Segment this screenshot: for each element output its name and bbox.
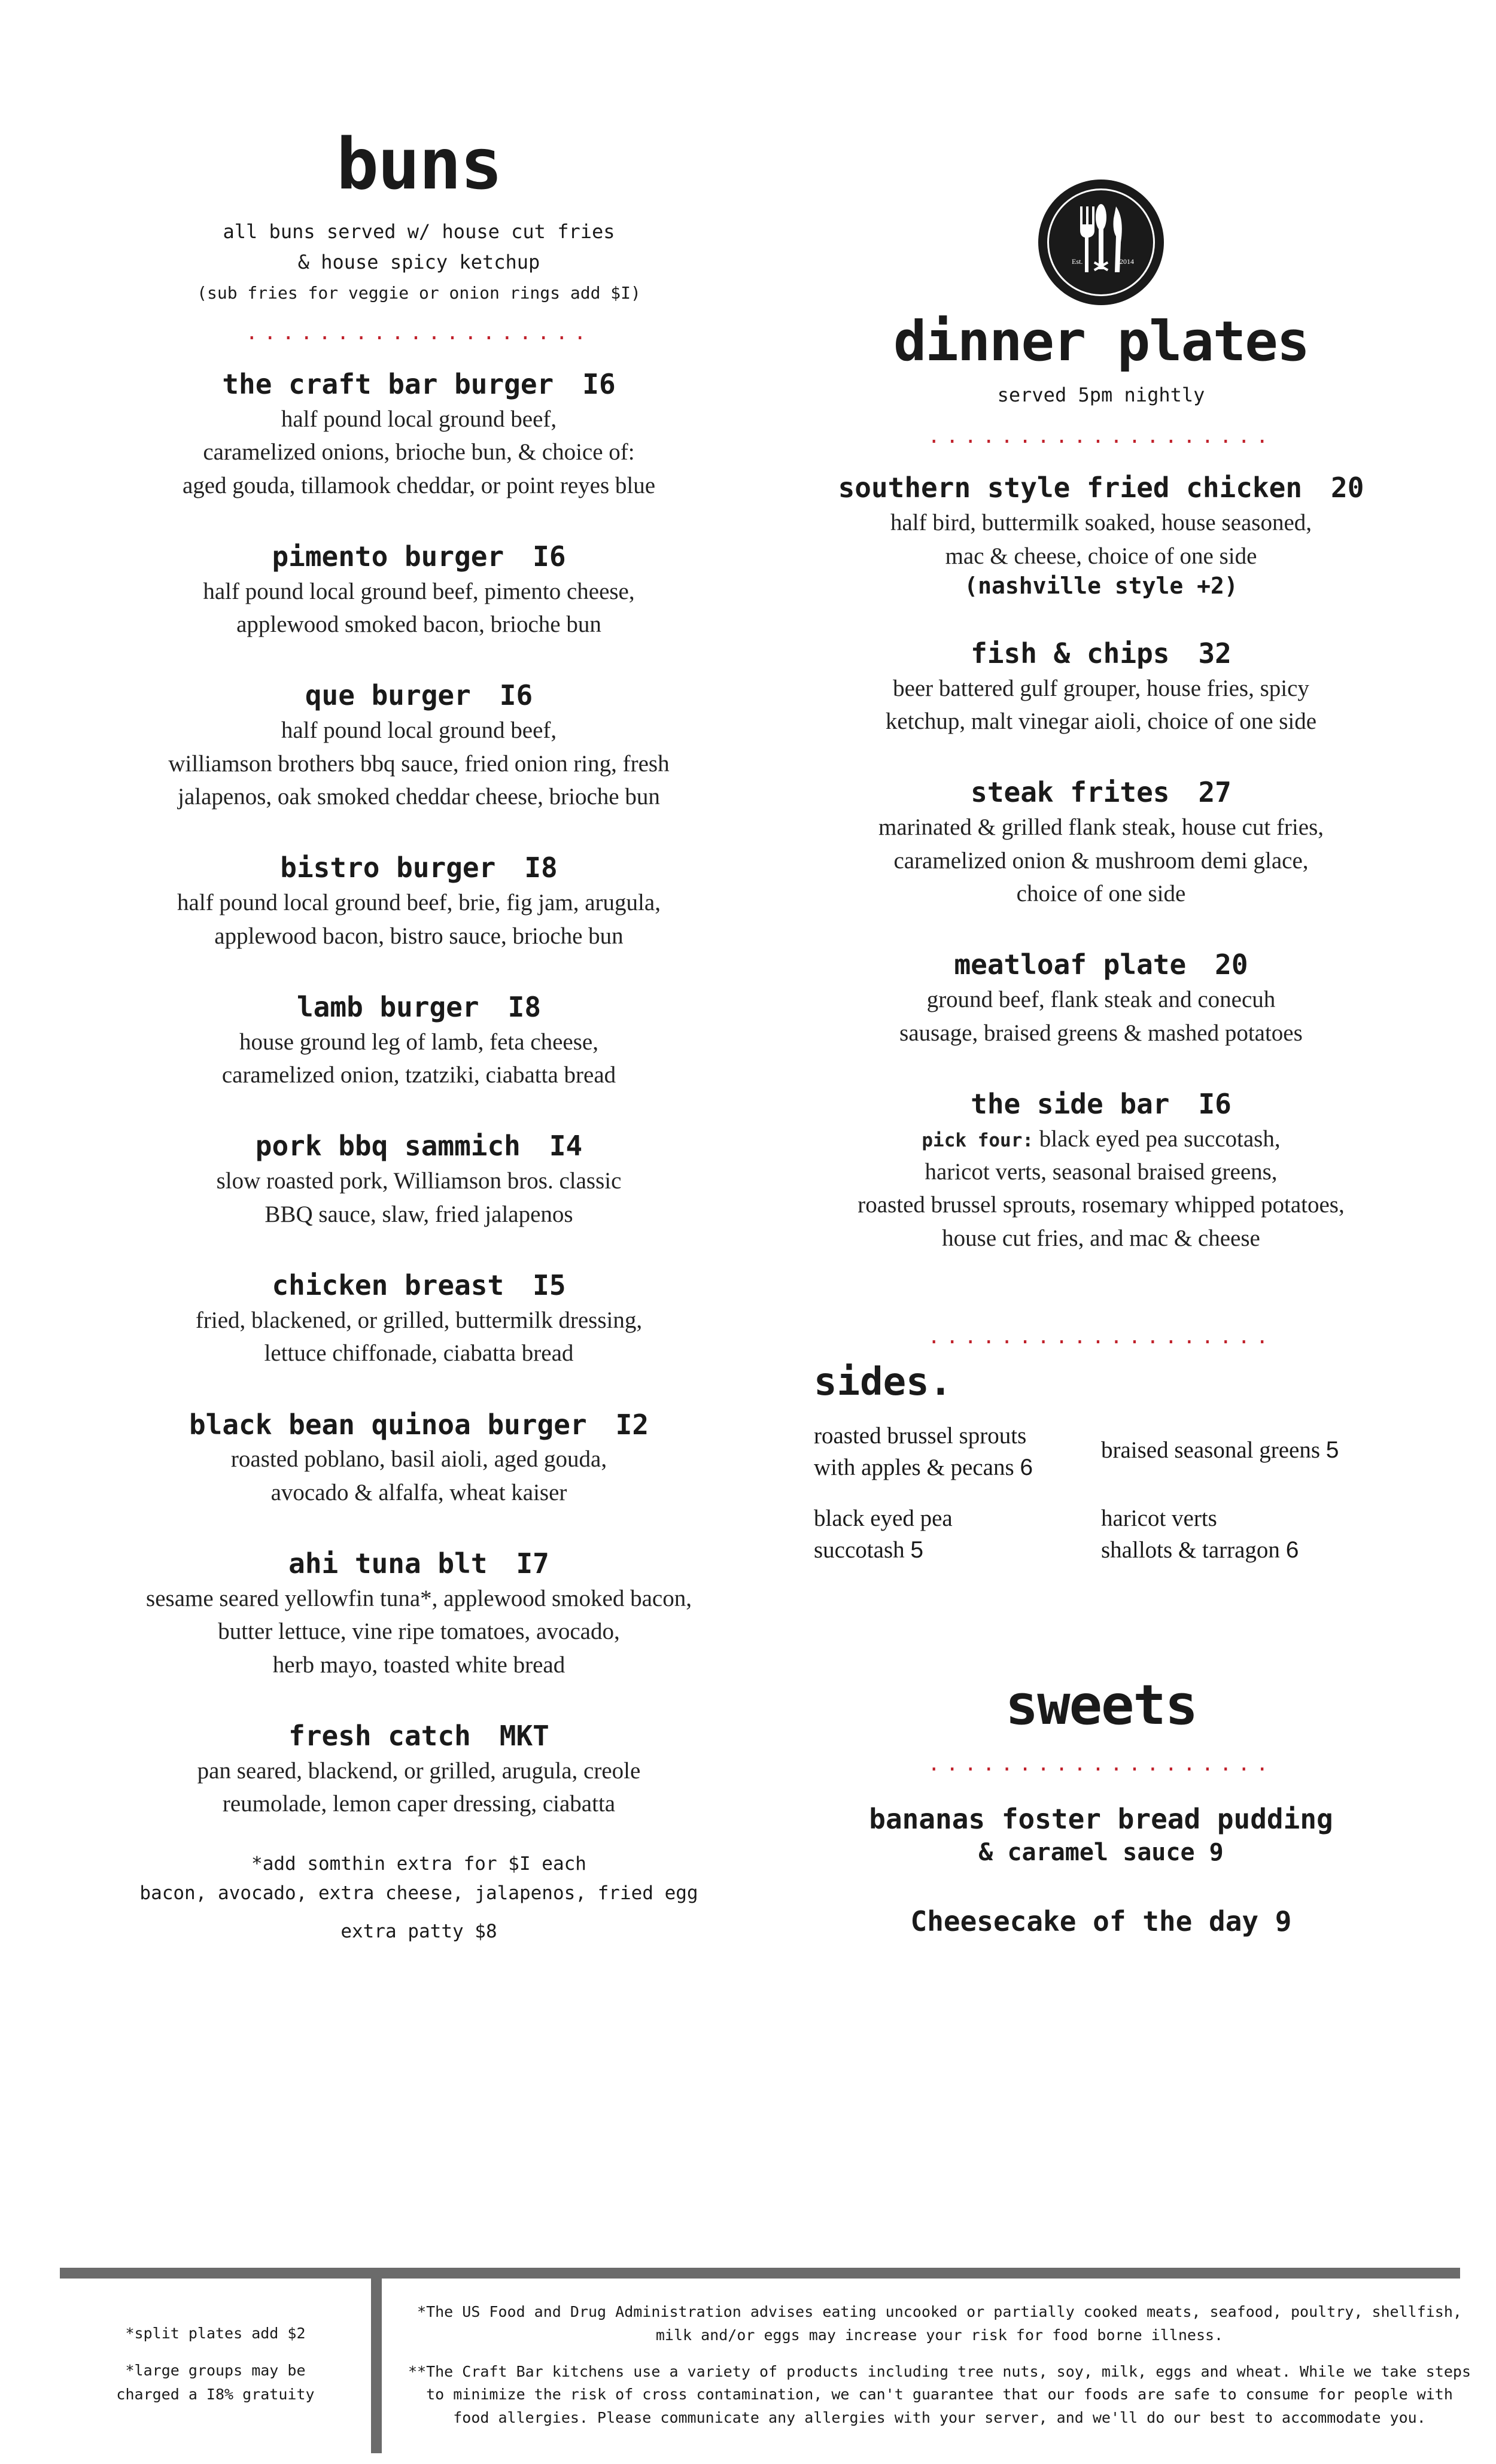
menu-item bbox=[78, 1128, 760, 1231]
dinner-section bbox=[814, 180, 1388, 1940]
menu-item bbox=[78, 539, 760, 641]
menu-item bbox=[78, 367, 760, 502]
item-price: 32 bbox=[1198, 637, 1232, 670]
side-item: braised seasonal greens 5 bbox=[1101, 1437, 1339, 1464]
menu-item bbox=[78, 1268, 760, 1370]
footer-disclaimers bbox=[407, 2301, 1472, 2443]
item-price: I7 bbox=[516, 1547, 549, 1580]
sweet-item: Cheesecake of the day 9 bbox=[910, 1905, 1292, 1938]
menu-item bbox=[814, 636, 1388, 738]
footer-divider bbox=[60, 2268, 1460, 2279]
menu-item bbox=[78, 990, 760, 1092]
dinner-title: dinner plates bbox=[893, 309, 1309, 373]
side-item: roasted brussel sprouts with apples & pecans 6 bbox=[814, 1423, 1033, 1481]
item-desc: ketchup, malt vinegar aioli, choice of one side bbox=[885, 708, 1317, 735]
menu-item bbox=[78, 678, 760, 813]
item-price: I8 bbox=[524, 851, 558, 884]
item-desc: half pound local ground beef, brie, fig jam, arugula, bbox=[177, 890, 661, 916]
buns-note: & house spicy ketchup bbox=[297, 250, 540, 273]
footer-notes bbox=[90, 2322, 341, 2420]
footer-note: *large groups may be charged a I8% gratuity bbox=[116, 2362, 315, 2403]
item-desc: mac & cheese, choice of one side bbox=[945, 543, 1257, 569]
item-desc: house cut fries, and mac & cheese bbox=[942, 1225, 1260, 1251]
menu-item bbox=[78, 850, 760, 953]
item-desc: marinated & grilled flank steak, house cut fries, bbox=[878, 814, 1324, 841]
fork-knife-logo-icon bbox=[1062, 200, 1140, 284]
item-desc: applewood smoked bacon, brioche bun bbox=[236, 612, 601, 638]
logo-est-label: Est. bbox=[1072, 257, 1083, 266]
item-extra: (nashville style +2) bbox=[964, 572, 1238, 599]
item-name: the side bar bbox=[971, 1087, 1170, 1120]
buns-section bbox=[78, 123, 760, 1946]
item-name: ahi tuna blt bbox=[288, 1547, 488, 1580]
buns-notes bbox=[78, 217, 760, 307]
restaurant-logo bbox=[1038, 180, 1164, 305]
footer-vertical-divider bbox=[371, 2274, 382, 2453]
item-desc: choice of one side bbox=[1016, 881, 1186, 907]
side-price: 5 bbox=[910, 1537, 924, 1563]
item-desc: beer battered gulf grouper, house fries, spicy bbox=[893, 675, 1309, 701]
footer-note: *split plates add $2 bbox=[125, 2325, 306, 2342]
menu-item bbox=[78, 1546, 760, 1681]
buns-extras bbox=[78, 1849, 760, 1947]
item-price: MKT bbox=[499, 1720, 549, 1753]
item-price: I6 bbox=[1198, 1087, 1232, 1120]
item-desc: roasted poblano, basil aioli, aged gouda, bbox=[230, 1446, 607, 1473]
item-desc: BBQ sauce, slaw, fried jalapenos bbox=[264, 1201, 573, 1227]
item-price: I6 bbox=[499, 679, 533, 712]
item-desc: roasted brussel sprouts, rosemary whipped potatoes, bbox=[858, 1192, 1345, 1218]
item-desc: fried, blackened, or grilled, buttermilk dressing, bbox=[195, 1307, 643, 1333]
item-name: que burger bbox=[305, 679, 471, 712]
item-desc: sesame seared yellowfin tuna*, applewood smoked bacon, bbox=[146, 1585, 692, 1611]
item-price: 20 bbox=[1331, 471, 1364, 504]
buns-divider: ................... bbox=[245, 320, 592, 345]
item-price: I2 bbox=[615, 1408, 649, 1441]
extras-line: bacon, avocado, extra cheese, jalapenos, fried egg bbox=[139, 1882, 698, 1905]
item-price: I5 bbox=[533, 1269, 566, 1301]
item-name: steak frites bbox=[971, 776, 1170, 809]
item-name: chicken breast bbox=[272, 1269, 504, 1301]
item-name: pimento burger bbox=[272, 540, 504, 573]
item-desc: caramelized onion & mushroom demi glace, bbox=[893, 847, 1309, 874]
item-desc: slow roasted pork, Williamson bros. classic bbox=[216, 1168, 622, 1194]
item-desc: caramelized onion, tzatziki, ciabatta bread bbox=[221, 1062, 616, 1088]
item-desc: jalapenos, oak smoked cheddar cheese, brioche bun bbox=[178, 783, 660, 810]
footer-disclaimer: **The Craft Bar kitchens use a variety of products including tree nuts, soy, milk, eggs and wheat. While we take steps to minimize the risk of cross contamination, we can't guarantee that our foods are safe to consume for people with food allergies. Please communicate any allergies with your server, and we'll do our best to accommodate you. bbox=[408, 2362, 1471, 2426]
item-desc: half pound local ground beef, bbox=[281, 406, 557, 432]
item-name: the craft bar burger bbox=[222, 367, 554, 400]
side-item: haricot verts shallots & tarragon 6 bbox=[1101, 1505, 1299, 1563]
item-desc: aged gouda, tillamook cheddar, or point reyes blue bbox=[182, 472, 656, 498]
extras-line: extra patty $8 bbox=[340, 1920, 497, 1942]
menu-item bbox=[814, 1087, 1388, 1255]
item-desc: pan seared, blackend, or grilled, arugula, creole bbox=[197, 1757, 641, 1784]
sweets-divider: ................... bbox=[928, 1751, 1275, 1776]
item-price: I4 bbox=[549, 1130, 583, 1163]
item-desc: williamson brothers bbq sauce, fried onion ring, fresh bbox=[168, 750, 670, 777]
item-name: bistro burger bbox=[280, 851, 496, 884]
item-desc: applewood bacon, bistro sauce, brioche bun bbox=[214, 923, 624, 949]
item-desc: lettuce chiffonade, ciabatta bread bbox=[264, 1340, 574, 1367]
sides-divider: ................... bbox=[928, 1325, 1275, 1349]
item-name: southern style fried chicken bbox=[838, 471, 1303, 504]
side-price: 5 bbox=[1325, 1437, 1339, 1464]
item-price: I6 bbox=[582, 367, 616, 400]
sides-title: sides. bbox=[814, 1360, 953, 1405]
dinner-note: served 5pm nightly bbox=[997, 384, 1205, 407]
menu-item bbox=[814, 947, 1388, 1050]
item-name: meatloaf plate bbox=[954, 948, 1187, 981]
buns-title: buns bbox=[336, 123, 502, 205]
item-name: pork bbq sammich bbox=[255, 1130, 521, 1163]
item-price: 20 bbox=[1215, 948, 1248, 981]
side-item: black eyed pea succotash 5 bbox=[814, 1505, 953, 1563]
item-desc: black eyed pea succotash, bbox=[1033, 1125, 1281, 1152]
footer-disclaimer: *The US Food and Drug Administration advises eating uncooked or partially cooked meats, seafood, poultry, shellfish, milk and/or eggs may increase your risk for food borne illness. bbox=[417, 2303, 1462, 2344]
item-price: 27 bbox=[1198, 776, 1232, 809]
item-lead: pick four: bbox=[922, 1129, 1034, 1151]
side-price: 6 bbox=[1020, 1455, 1033, 1481]
sides-grid bbox=[814, 1420, 1388, 1585]
item-name: lamb burger bbox=[296, 990, 479, 1023]
item-desc: butter lettuce, vine ripe tomatoes, avocado, bbox=[218, 1619, 620, 1645]
item-desc: house ground leg of lamb, feta cheese, bbox=[239, 1029, 598, 1055]
item-desc: avocado & alfalfa, wheat kaiser bbox=[270, 1479, 567, 1505]
item-desc: herb mayo, toasted white bread bbox=[272, 1651, 565, 1678]
item-name: fish & chips bbox=[971, 637, 1170, 670]
item-price: I6 bbox=[533, 540, 566, 573]
side-price: 6 bbox=[1285, 1537, 1299, 1563]
dinner-divider: ................... bbox=[928, 424, 1275, 449]
item-desc: ground beef, flank steak and conecuh bbox=[926, 987, 1276, 1013]
item-desc: half pound local ground beef, bbox=[281, 717, 557, 744]
sweets-title: sweets bbox=[1005, 1673, 1197, 1738]
menu-item bbox=[814, 470, 1388, 599]
item-name: fresh catch bbox=[288, 1720, 471, 1753]
sweet-item: bananas foster bread pudding & caramel sauce 9 bbox=[869, 1802, 1333, 1867]
logo-year-label: 2014 bbox=[1120, 257, 1134, 266]
menu-item bbox=[78, 1407, 760, 1510]
item-desc: haricot verts, seasonal braised greens, bbox=[925, 1159, 1278, 1185]
item-desc: caramelized onions, brioche bun, & choice of: bbox=[203, 439, 635, 466]
item-name: black bean quinoa burger bbox=[188, 1408, 587, 1441]
menu-item bbox=[78, 1718, 760, 1821]
item-price: I8 bbox=[507, 990, 542, 1023]
item-desc: reumolade, lemon caper dressing, ciabatta bbox=[222, 1791, 616, 1817]
menu-item bbox=[814, 775, 1388, 910]
item-desc: sausage, braised greens & mashed potatoes bbox=[899, 1020, 1303, 1046]
buns-note: all buns served w/ house cut fries bbox=[223, 220, 615, 243]
extras-line: *add somthin extra for $I each bbox=[251, 1852, 586, 1875]
item-desc: half pound local ground beef, pimento cheese, bbox=[203, 578, 635, 604]
buns-note: (sub fries for veggie or onion rings add $I) bbox=[197, 283, 641, 303]
item-desc: half bird, buttermilk soaked, house seasoned, bbox=[890, 510, 1312, 536]
